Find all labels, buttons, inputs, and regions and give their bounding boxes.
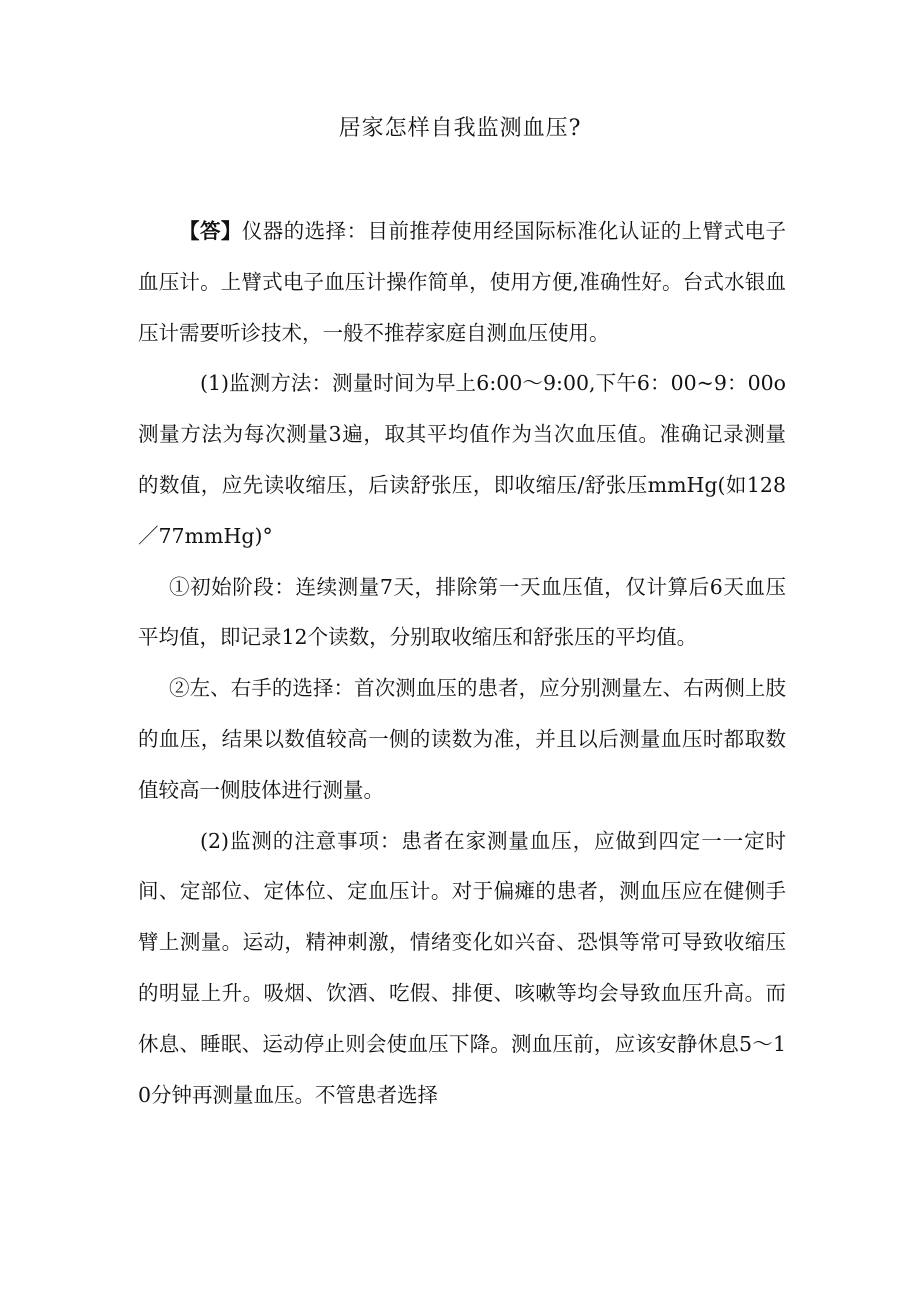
answer-tag: 【答】 bbox=[179, 219, 242, 243]
initial-stage-paragraph: ①初始阶段：连续测量7天，排除第一天血压值，仅计算后6天血压平均值，即记录12个读数，分别取收缩压和舒张压的平均值。 bbox=[138, 574, 786, 650]
answer-paragraph bbox=[138, 206, 786, 358]
page-title: 居家怎样自我监测血压? bbox=[338, 116, 582, 141]
answer-text: 仪器的选择：目前推荐使用经国际标准化认证的上臂式电子血压计。上臂式电子血压计操作简单，使用方便,准确性好。台式水银血压计需要听诊技术，一般不推荐家庭自测血压使用。 bbox=[138, 219, 787, 345]
hand-choice-paragraph: ②左、右手的选择：首次测血压的患者，应分别测量左、右两侧上肢的血压，结果以数值较高一侧的读数为准，并且以后测量血压时都取数值较高一侧肢体进行测量。 bbox=[138, 676, 786, 802]
precautions-paragraph: (2)监测的注意事项：患者在家测量血压，应做到四定一一定时间、定部位、定体位、定血压计。对于偏瘫的患者，测血压应在健侧手臂上测量。运动，精神刺激，情绪变化如兴奋、恐惧等常可导致收缩压的明显上升。吸烟、饮酒、吃假、排便、咳嗽等均会导致血压升高。而休息、睡眠、运动停止则会使血压下降。测血压前，应该安静休息5～10分钟再测量血压。不管患者选择 bbox=[138, 828, 786, 1107]
document-body bbox=[138, 206, 786, 1120]
monitoring-method-paragraph: (1)监测方法：测量时间为早上6:00～9:00,下午6：00~9：00o测量方法为每次测量3遍，取其平均值作为当次血压值。准确记录测量的数值，应先读收缩压，后读舒张压，即收缩压/舒张压mmHg(如128／77mmHg)° bbox=[138, 371, 786, 548]
